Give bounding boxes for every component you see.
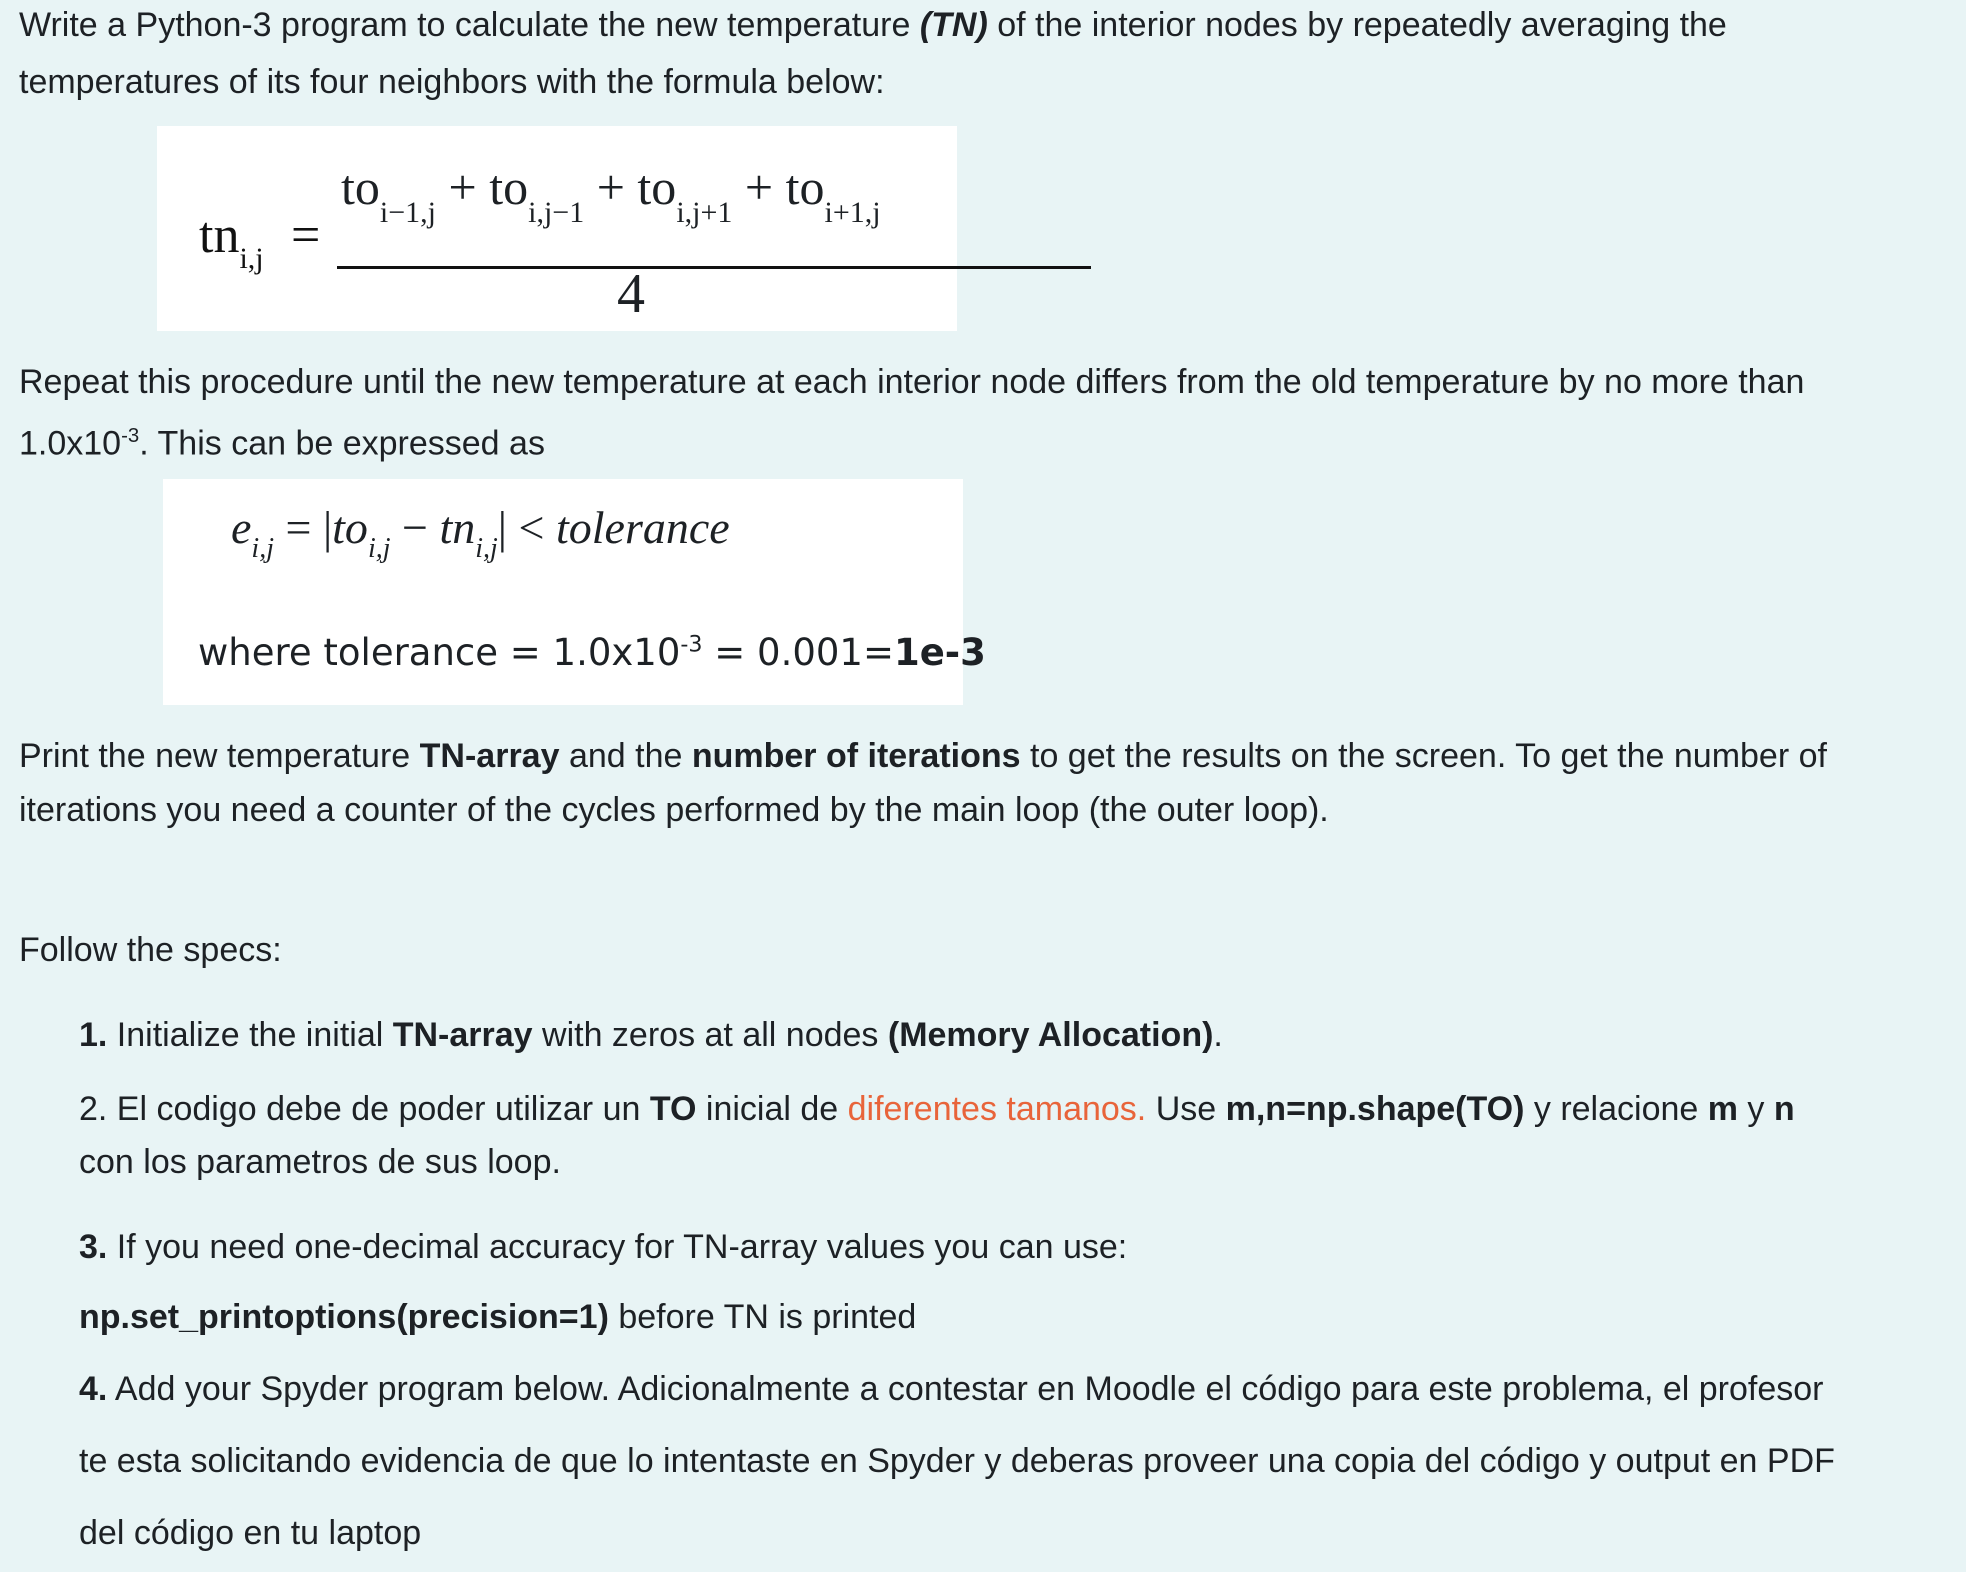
- print-line-2: iterations you need a counter of the cycles performed by the main loop (the outer loop).: [19, 791, 1329, 829]
- print-line-1: [19, 728, 1827, 784]
- formula-lhs: [199, 206, 264, 275]
- repeat-line-1: Repeat this procedure until the new temperature at each interior node differs from the old temperature by no more than: [19, 363, 1805, 401]
- print-text: Print the new temperature: [19, 737, 420, 775]
- spec-item-1: [79, 1008, 1223, 1062]
- item-bold: m: [1707, 1090, 1738, 1128]
- intro-text: Write a Python-3 program to calculate the new temperature: [19, 6, 920, 44]
- to-symbol: to: [332, 502, 368, 553]
- spec-item-2: [79, 1082, 1795, 1136]
- spec-item-3-code: [79, 1290, 916, 1344]
- item-code: m,n=np.shape(TO): [1225, 1090, 1525, 1128]
- where-tolerance: [198, 631, 986, 674]
- plus-sign: +: [744, 159, 774, 215]
- repeat-text: . This can be expressed as: [139, 424, 545, 463]
- iterations-label: number of iterations: [691, 737, 1021, 775]
- fraction-bar: [337, 266, 1091, 269]
- intro-line-2: temperatures of its four neighbors with the formula below:: [19, 63, 885, 101]
- item-number: 4.: [79, 1370, 108, 1408]
- formula-numerator: [341, 158, 881, 229]
- where-text: where tolerance = 1.0x10: [198, 631, 681, 674]
- item-number: 1.: [79, 1016, 108, 1054]
- term-1-subscript: i−1,j: [379, 196, 436, 229]
- print-text: and the: [559, 737, 692, 775]
- item-text: 2. El codigo debe de poder utilizar un: [79, 1090, 650, 1128]
- term-2-subscript: i,j−1: [528, 196, 585, 229]
- item-text: Initialize the initial: [107, 1016, 393, 1054]
- tn-subscript: i,j: [475, 533, 498, 564]
- spec-item-2-line-2: con los parametros de sus loop.: [79, 1143, 561, 1181]
- tn-label: (TN): [919, 6, 988, 44]
- item-text: y relacione: [1524, 1090, 1708, 1128]
- abs-bar-right: |: [497, 502, 508, 553]
- tn-array-label: TN-array: [419, 737, 560, 775]
- item-bold: TO: [649, 1090, 697, 1128]
- item-text: Use: [1146, 1090, 1226, 1128]
- term-4-subscript: i+1,j: [824, 196, 881, 229]
- item-text: .: [1213, 1016, 1223, 1054]
- spec-item-4-line-2: te esta solicitando evidencia de que lo intentaste en Spyder y deberas proveer una copia del código y output en PDF: [79, 1442, 1835, 1480]
- item-number: 3.: [79, 1228, 108, 1266]
- to-subscript: i,j: [367, 533, 391, 564]
- item-text: inicial de: [696, 1090, 848, 1128]
- item-text: with zeros at all nodes: [532, 1016, 888, 1054]
- print-text: to get the results on the screen. To get the number of: [1020, 737, 1827, 775]
- spec-item-4-line-3: del código en tu laptop: [79, 1514, 422, 1552]
- item-text: before TN is printed: [608, 1298, 917, 1336]
- exponent: -3: [121, 425, 140, 447]
- plus-sign: +: [596, 159, 625, 215]
- repeat-line-2: [19, 408, 545, 471]
- item-text: Add your Spyder program below. Adicionalmente a contestar en Moodle el código para este problema, el profesor: [107, 1370, 1824, 1408]
- item-bold: (Memory Allocation): [887, 1016, 1214, 1054]
- lhs-subscript: i,j: [239, 242, 264, 275]
- intro-text: of the interior nodes by repeatedly averaging the: [987, 6, 1727, 44]
- formula-1-image: [157, 126, 957, 331]
- tolerance-word: tolerance: [555, 502, 730, 553]
- formula-2-image: [163, 479, 986, 705]
- lhs-symbol: tn: [199, 207, 240, 264]
- term-3-subscript: i,j+1: [676, 196, 733, 229]
- e-subscript: i,j: [251, 533, 274, 564]
- exponent: -3: [680, 631, 703, 658]
- less-than-sign: <: [518, 502, 545, 553]
- formula-equals: =: [291, 207, 321, 264]
- item-bold: n: [1773, 1090, 1795, 1128]
- item-bold: TN-array: [392, 1016, 533, 1054]
- term-4: to: [785, 159, 825, 215]
- formula-denominator: 4: [617, 263, 645, 325]
- spec-item-3: [79, 1220, 1127, 1274]
- term-1: to: [341, 159, 380, 215]
- minus-sign: −: [402, 502, 428, 553]
- repeat-text: 1.0x10: [19, 424, 122, 463]
- plus-sign: +: [448, 159, 477, 215]
- highlighted-text: diferentes tamanos.: [847, 1090, 1147, 1128]
- e-symbol: e: [231, 502, 252, 553]
- specs-heading: Follow the specs:: [19, 931, 282, 969]
- intro-line-1: [19, 0, 1727, 53]
- where-text: = 0.001=: [702, 631, 894, 674]
- item-text: y: [1737, 1090, 1774, 1128]
- spec-item-4: [79, 1362, 1823, 1416]
- item-code: np.set_printoptions(precision=1): [79, 1298, 609, 1336]
- equals-sign: =: [285, 502, 312, 553]
- term-2: to: [489, 159, 529, 215]
- term-3: to: [637, 159, 677, 215]
- error-formula: [231, 501, 730, 564]
- abs-bar-left: |: [322, 502, 333, 553]
- tolerance-value: 1e-3: [893, 631, 986, 674]
- item-text: If you need one-decimal accuracy for TN-array values you can use:: [107, 1228, 1128, 1266]
- tn-symbol: tn: [439, 502, 476, 553]
